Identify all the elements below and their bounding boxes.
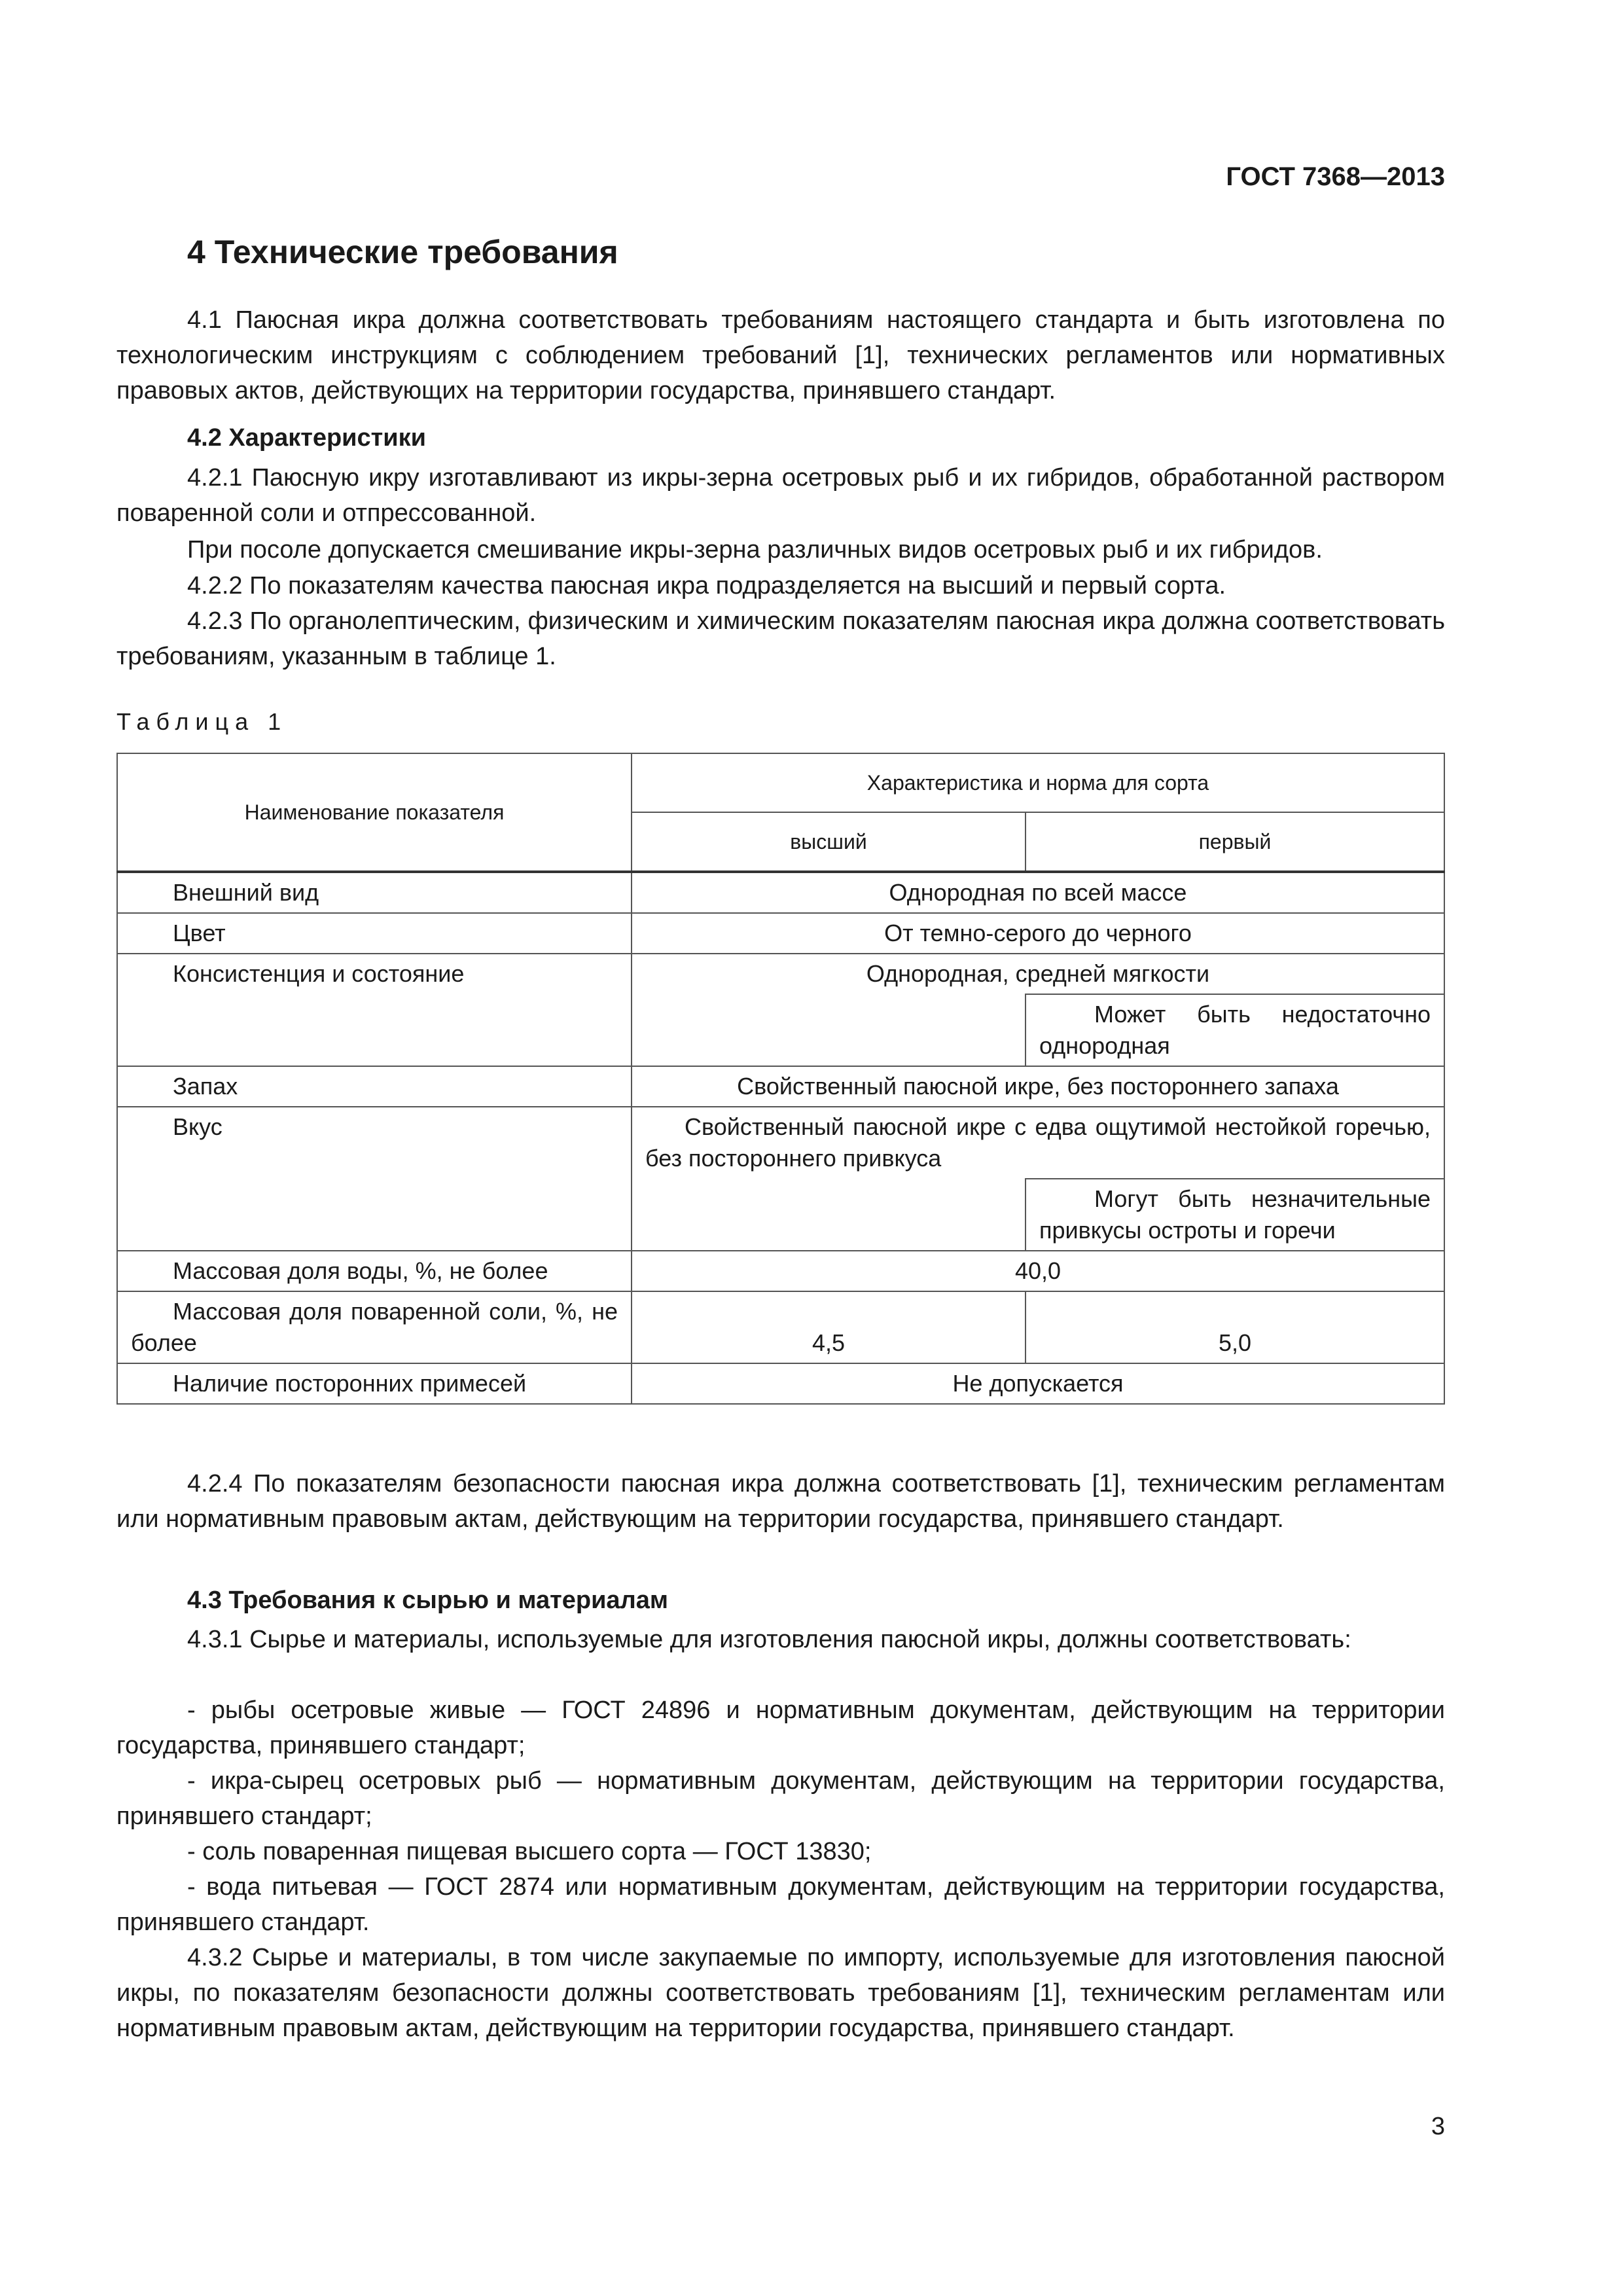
header-col-highest: высший	[632, 812, 1026, 872]
paragraph-4-2-1b: При посоле допускается смешивание икры-зерна различных видов осетровых рыб и их гибридов.	[187, 536, 1323, 564]
paragraph-4-1: 4.1 Паюсная икра должна соответствовать требованиям настоящего стандарта и быть изготовлена по технологическим инструкциям с соблюдением требований [1], технических регламентов или нормативных правовых актов, действующих на территории государства, принявшего стандарт.	[116, 306, 1445, 404]
paragraph-4-2-3: 4.2.3 По органолептическим, физическим и химическим показателям паюсная икра должна соответствовать требованиям, указанным в таблице 1.	[116, 607, 1445, 670]
header-group: Характеристика и норма для сорта	[632, 753, 1444, 812]
paragraph-4-2-4: 4.2.4 По показателям безопасности паюсная икра должна соответствовать [1], техническим регламентам или нормативным правовым актам, действующим на территории государства, принявшего стандарт.	[116, 1470, 1445, 1533]
row-name: Консистенция и состояние	[117, 954, 632, 1066]
row-value-first: Может быть недостаточно однородная	[1026, 994, 1444, 1066]
bullet-item: - соль поваренная пищевая высшего сорта — ГОСТ 13830;	[187, 1838, 872, 1865]
header-col-first: первый	[1026, 812, 1444, 872]
row-value: От темно-серого до черного	[632, 913, 1444, 954]
empty-cell	[632, 1179, 1026, 1251]
bullet-item: - рыбы осетровые живые — ГОСТ 24896 и нормативным документам, действующим на территории государства, принявшего стандарт;	[116, 1696, 1445, 1759]
row-name: Массовая доля воды, %, не более	[117, 1251, 632, 1291]
row-value: Однородная, средней мягкости	[632, 954, 1444, 994]
row-name: Массовая доля поваренной соли, %, не более	[117, 1291, 632, 1363]
paragraph-4-2-2: 4.2.2 По показателям качества паюсная икра подразделяется на высший и первый сорта.	[187, 572, 1226, 600]
characteristics-table	[116, 753, 1445, 1405]
bullet-item: - икра-сырец осетровых рыб — нормативным документам, действующим на территории государства, принявшего стандарт;	[116, 1767, 1445, 1830]
row-value: 40,0	[632, 1251, 1444, 1291]
row-name: Цвет	[117, 913, 632, 954]
empty-cell	[632, 994, 1026, 1066]
bullet-item: - вода питьевая — ГОСТ 2874 или нормативным документам, действующим на территории государства, принявшего стандарт.	[116, 1873, 1445, 1936]
row-name: Запах	[117, 1066, 632, 1107]
row-value-first: 5,0	[1026, 1291, 1444, 1363]
document-code: ГОСТ 7368—2013	[1226, 162, 1445, 191]
row-value: Свойственный паюсной икре, без постороннего запаха	[632, 1066, 1444, 1107]
row-value: Не допускается	[632, 1363, 1444, 1404]
paragraph-4-2-1: 4.2.1 Паюсную икру изготавливают из икры-зерна осетровых рыб и их гибридов, обработанной раствором поваренной соли и отпрессованной.	[116, 464, 1445, 527]
row-name: Внешний вид	[117, 872, 632, 913]
header-name: Наименование показателя	[117, 753, 632, 872]
row-name: Вкус	[117, 1107, 632, 1251]
row-value-highest: 4,5	[632, 1291, 1026, 1363]
heading-4-3: 4.3 Требования к сырью и материалам	[187, 1587, 668, 1614]
row-value: Свойственный паюсной икре с едва ощутимой нестойкой горечью, без постороннего привкуса	[632, 1107, 1444, 1179]
page-number: 3	[1431, 2113, 1445, 2140]
section-title: 4 Технические требования	[187, 234, 618, 270]
paragraph-4-3-2: 4.3.2 Сырье и материалы, в том числе закупаемые по импорту, используемые для изготовления паюсной икры, по показателям безопасности должны соответствовать требованиям [1], техническим регламентам или нормативным правовым актам, действующим на территории государства, принявшего стандарт.	[116, 1944, 1445, 2042]
row-value: Однородная по всей массе	[632, 872, 1444, 913]
heading-4-2: 4.2 Характеристики	[187, 424, 427, 452]
paragraph-4-3-1: 4.3.1 Сырье и материалы, используемые для изготовления паюсной икры, должны соответствовать:	[187, 1626, 1351, 1653]
row-name: Наличие посторонних примесей	[117, 1363, 632, 1404]
row-value-first: Могут быть незначительные привкусы остроты и горечи	[1026, 1179, 1444, 1251]
table-caption: Таблица 1	[116, 708, 288, 735]
